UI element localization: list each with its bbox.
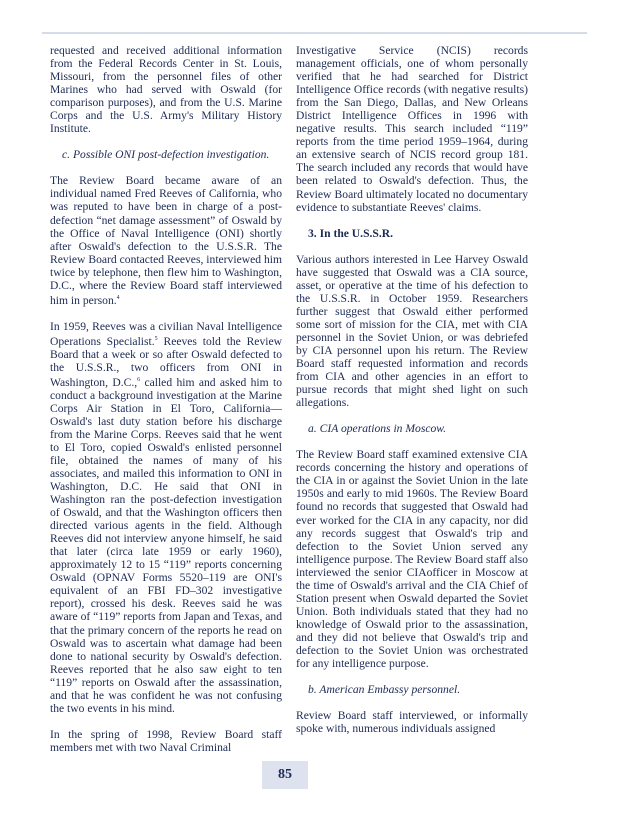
paragraph: Various authors interested in Lee Harvey Oswald have suggested that Oswald was a CIA source, asset, or operative at the time of his defection to the U.S.S.R. in October 1959. Researchers further suggest that Oswald either performed some sort of mission for the CIA, met with CIA personnel in the Soviet Union, or was debriefed by CIA personnel upon his return. The Review Board staff requested information and records from CIA and other agencies in an effort to pursue records that might shed light on such allegations. bbox=[296, 252, 528, 410]
paragraph: In the spring of 1998, Review Board staff members met with two Naval Criminal bbox=[50, 727, 282, 754]
right-column bbox=[296, 44, 528, 748]
paragraph bbox=[50, 320, 282, 715]
footnote-ref[interactable]: 5 bbox=[154, 335, 158, 342]
paragraph-text: The Review Board became aware of an individual named Fred Reeves of California, who was reputed to have been in charge of a post-defection “net damage assessment” of Oswald by the Office of Naval Intelligence (ONI) shortly after Oswald's defection to the U.S.S.R. The Review Board contacted Reeves, interviewed him twice by telephone, then flew him to Washington, D.C., where the Review Board staff interviewed him in person. bbox=[50, 174, 282, 307]
paragraph-text: Reeves told the Review Board that a week or so after Oswald defected to the U.S.S.R., two officers from ONI in Washington, D.C., bbox=[50, 334, 282, 389]
footnote-ref[interactable]: 4 bbox=[116, 294, 120, 301]
left-column bbox=[50, 44, 282, 767]
paragraph-text: called him and asked him to conduct a background investigation at the Marine Corps Air Station in El Toro, California—Oswald's last duty station before his discharge from the Marine Corps. Reeves said that he went to El Toro, copied Oswald's enlisted personnel file, obtained the names of many of his associates, and mailed this information to ONI in Washington, D.C. He said that ONI in Washington ran the post-defection investigation of Oswald, and that the Washington officers then directed various agents in the field. Although Reeves did not interview anyone himself, he said that later (circa late 1959 or early 1960), approximately 12 to 15 “119” reports concerning Oswald (OPNAV Forms 5520–119 are ONI's equivalent of an FBI FD–302 investigative report), crossed his desk. Reeves said he was aware of “119” reports from Japan and Texas, and that the primary concern of the reports he read on Oswald was to ascertain what damage had been done to national security by Oswald's defection. Reeves reported that he also saw eight to ten “119” reports on Oswald after the assassination, and that he was confident he was not confusing the two events in his mind. bbox=[50, 375, 282, 715]
section-heading: c. Possible ONI post-defection investigation. bbox=[62, 148, 270, 162]
paragraph bbox=[50, 174, 282, 306]
top-rule bbox=[42, 32, 587, 34]
paragraph-text: In 1959, Reeves was a civilian Naval Intelligence Operations Specialist. bbox=[50, 319, 282, 348]
paragraph: Investigative Service (NCIS) records management officials, one of whom personally verified that he had searched for District Intelligence Office records (with negative results) from the San Diego, Dallas, and New Orleans District Intelligence Offices in 1996 with negative results. This search included “119” reports from the time period 1959–1964, during an extensive search of NCIS record group 181. The search included any records that would have been related to Oswald's defection. Thus, the Review Board ultimately located no documentary evidence to substantiate Reeves' claims. bbox=[296, 44, 528, 214]
page-number: 85 bbox=[262, 761, 308, 789]
section-heading: b. American Embassy personnel. bbox=[308, 683, 461, 697]
footnote-ref[interactable]: 6 bbox=[137, 376, 141, 383]
paragraph: The Review Board staff examined extensive CIA records concerning the history and operations of the CIA in or against the Soviet Union in the late 1950s and early to mid 1960s. The Review Board found no records that suggested that Oswald had ever worked for the CIA in any capacity, nor did any records suggest that Oswald's trip and defection to the Soviet Union served any intelligence purpose. The Review Board staff also interviewed the senior CIAofficer in Moscow at the time of Oswald's arrival and the CIA Chief of Station present when Oswald departed the Soviet Union. Both individuals stated that they had no knowledge of Oswald prior to the assassination, and they did not believe that Oswald's trip and defection to the Soviet Union was orchestrated for any intelligence purpose. bbox=[296, 448, 528, 671]
section-heading: 3. In the U.S.S.R. bbox=[308, 226, 394, 240]
paragraph: Review Board staff interviewed, or informally spoke with, numerous individuals assigned bbox=[296, 709, 528, 736]
section-heading: a. CIA operations in Moscow. bbox=[308, 422, 447, 436]
paragraph: requested and received additional information from the Federal Records Center in St. Louis, Missouri, from the personnel files of other Marines who had served with Oswald (for comparison purposes), and from the U.S. Marine Corps and the U.S. Army's Military History Institute. bbox=[50, 44, 282, 136]
